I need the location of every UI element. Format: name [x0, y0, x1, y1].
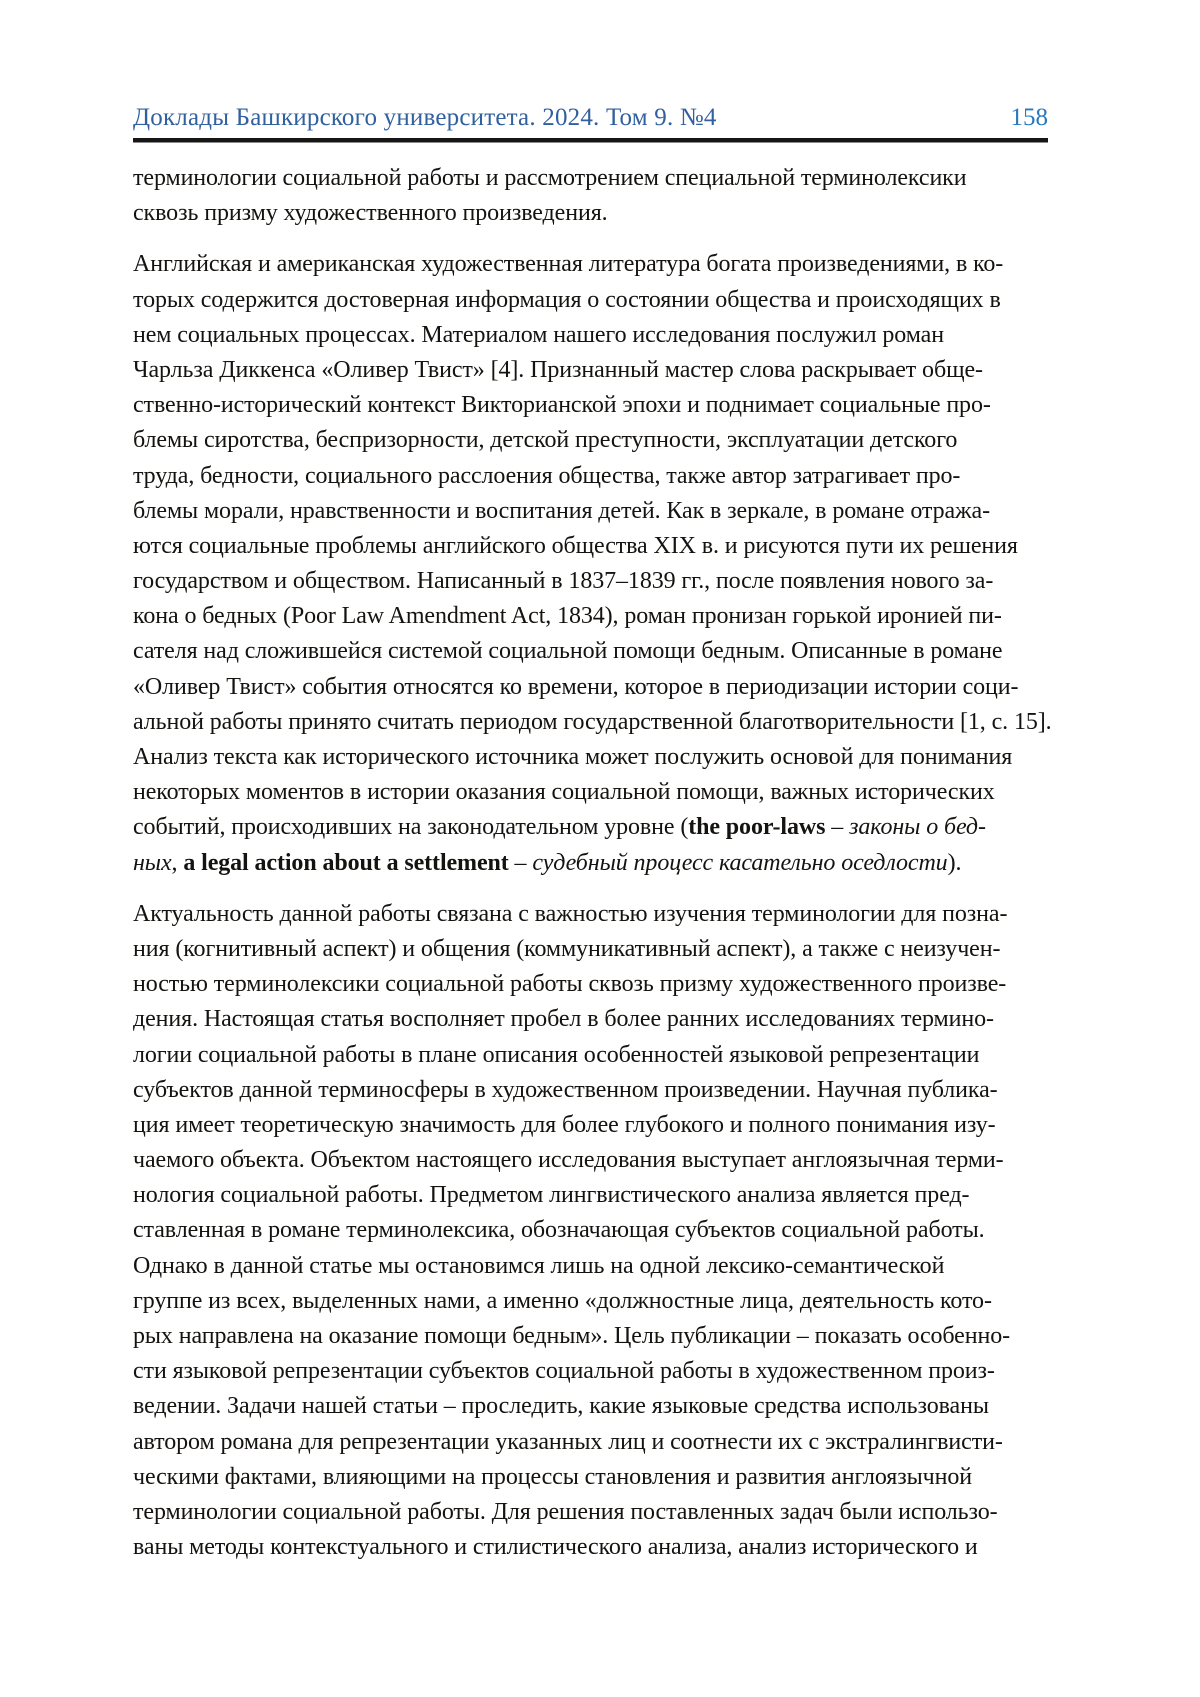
text-line: [133, 196, 1067, 231]
text-line: [133, 740, 1067, 775]
text-line: [133, 1354, 1067, 1389]
text-line: [133, 967, 1067, 1002]
text-run: ваны методы контекстуального и стилистического анализа, анализ исторического и: [133, 1534, 978, 1561]
text-line: [133, 705, 1067, 740]
text-line: [133, 459, 1067, 494]
text-line: [133, 161, 1067, 196]
text-line: [133, 810, 1067, 845]
text-line: [133, 1249, 1067, 1284]
text-line: [133, 670, 1067, 705]
text-line: [133, 494, 1067, 529]
paragraph: [133, 161, 1067, 231]
text-run: субъектов данной терминосферы в художественном произведении. Научная публика-: [133, 1076, 998, 1103]
text-line: [133, 1495, 1067, 1530]
text-line: [133, 318, 1067, 353]
text-run: терминологии социальной работы. Для решения поставленных задач были использо-: [133, 1498, 998, 1525]
text-run: блемы сиротства, беспризорности, детской преступности, эксплуатации детского: [133, 427, 958, 454]
text-line: [133, 1460, 1067, 1495]
text-line: [133, 1530, 1067, 1565]
text-run: нология социальной работы. Предметом лингвистического анализа является пред-: [133, 1182, 970, 1209]
text-run: дения. Настоящая статья восполняет пробел в более ранних исследованиях термино-: [133, 1006, 994, 1033]
text-run: автором романа для репрезентации указанных лиц и соотнести их с экстралингвисти-: [133, 1428, 1003, 1455]
text-line: [133, 775, 1067, 810]
page-header: [133, 103, 1048, 133]
text-line: [133, 1389, 1067, 1424]
text-run: событий, происходивших на законодательном уровне (: [133, 814, 689, 841]
text-line: [133, 283, 1067, 318]
text-run: Актуальность данной работы связана с важностью изучения терминологии для позна-: [133, 900, 1008, 927]
text-run: Анализ текста как исторического источника может послужить основой для понимания: [133, 744, 1013, 770]
text-line: [133, 1143, 1067, 1178]
text-run: нем социальных процессах. Материалом нашего исследования послужил роман: [133, 321, 944, 348]
text-run: кона о бедных (Poor Law Amendment Act, 1834), роман пронизан горькой иронией пи-: [133, 603, 1002, 630]
text-line: [133, 897, 1067, 932]
text-run: ческими фактами, влияющими на процессы становления и развития англоязычной: [133, 1463, 973, 1490]
text-run: ных: [133, 849, 172, 876]
text-run: Однако в данной статье мы остановимся лишь на одной лексико-семантической: [133, 1252, 945, 1279]
text-run: чаемого объекта. Объектом настоящего исследования выступает англоязычная терми-: [133, 1147, 1004, 1174]
text-line: [133, 529, 1067, 564]
text-run: –: [825, 814, 850, 841]
text-line: [133, 388, 1067, 423]
text-run: ственно-исторический контекст Викторианской эпохи и поднимает социальные про-: [133, 392, 991, 419]
text-line: [133, 932, 1067, 967]
text-line: [133, 1108, 1067, 1143]
text-line: [133, 1319, 1067, 1354]
text-run: ются социальные проблемы английского общества XIX в. и рисуются пути их решения: [133, 532, 1018, 559]
page-content: [133, 103, 1067, 1581]
text-line: [133, 1002, 1067, 1037]
text-run: ведении. Задачи нашей статьи – проследить, какие языковые средства использованы: [133, 1393, 989, 1420]
text-line: [133, 1284, 1067, 1319]
text-run: a legal action about a settlement: [183, 849, 509, 876]
text-run: the poor-laws: [688, 814, 826, 841]
text-run: Чарльза Диккенса «Оливер Твист» [4]. Признанный мастер слова раскрывает обще-: [133, 356, 983, 383]
paragraph: [133, 897, 1067, 1566]
journal-title: Доклады Башкирского университета. 2024. Том 9. №4: [133, 104, 717, 131]
text-run: сателя над сложившейся системой социальной помощи бедным. Описанные в романе: [133, 638, 1003, 665]
paragraph: [133, 247, 1067, 880]
text-run: группе из всех, выделенных нами, а именно «должностные лица, деятельность кото-: [133, 1287, 992, 1314]
text-run: Английская и американская художественная литература богата произведениями, в ко-: [133, 251, 1004, 278]
text-line: [133, 1073, 1067, 1108]
text-run: сквозь призму художественного произведения.: [133, 200, 608, 227]
text-run: законы о бед-: [849, 814, 986, 841]
text-line: [133, 247, 1067, 282]
text-run: торых содержится достоверная информация о состоянии общества и происходящих в: [133, 286, 1001, 313]
text-run: ставленная в романе терминолексика, обозначающая субъектов социальной работы.: [133, 1217, 985, 1244]
text-line: [133, 599, 1067, 634]
text-run: труда, бедности, социального расслоения общества, также автор затрагивает про-: [133, 462, 961, 489]
text-run: ,: [171, 849, 184, 876]
text-line: [133, 634, 1067, 669]
text-run: ция имеет теоретическую значимость для более глубокого и полного понимания изу-: [133, 1111, 996, 1138]
text-run: некоторых моментов в истории оказания социальной помощи, важных исторических: [133, 779, 995, 806]
text-run: сти языковой репрезентации субъектов социальной работы в художественном произ-: [133, 1358, 995, 1385]
page-number: 158: [1010, 104, 1048, 131]
text-line: [133, 1425, 1067, 1460]
text-run: ностью терминолексики социальной работы сквозь призму художественного произве-: [133, 971, 1007, 998]
text-line: [133, 1178, 1067, 1213]
text-run: судебный процесс касательно оседлости: [532, 849, 948, 876]
text-line: [133, 1038, 1067, 1073]
text-run: терминологии социальной работы и рассмотрением специальной терминолексики: [133, 165, 967, 191]
text-run: логии социальной работы в плане описания особенностей языковой репрезентации: [133, 1041, 980, 1068]
text-line: [133, 1213, 1067, 1248]
text-run: рых направлена на оказание помощи бедным». Цель публикации – показать особенно-: [133, 1323, 1011, 1349]
text-run: –: [508, 849, 533, 876]
text-run: альной работы принято считать периодом государственной благотворительности [1, с. 15].: [133, 708, 1052, 735]
text-run: блемы морали, нравственности и воспитания детей. Как в зеркале, в романе отража-: [133, 497, 990, 524]
text-run: ния (когнитивный аспект) и общения (коммуникативный аспект), а также с неизучен-: [133, 935, 1001, 962]
text-run: ).: [947, 849, 962, 876]
text-line: [133, 846, 1067, 881]
text-run: «Оливер Твист» события относятся ко времени, которое в периодизации истории соци-: [133, 673, 1019, 700]
text-line: [133, 423, 1067, 458]
text-line: [133, 353, 1067, 388]
header-rule: [133, 138, 1048, 143]
text-run: государством и обществом. Написанный в 1837–1839 гг., после появления нового за-: [133, 568, 994, 595]
article-body: [133, 161, 1067, 1565]
text-line: [133, 564, 1067, 599]
